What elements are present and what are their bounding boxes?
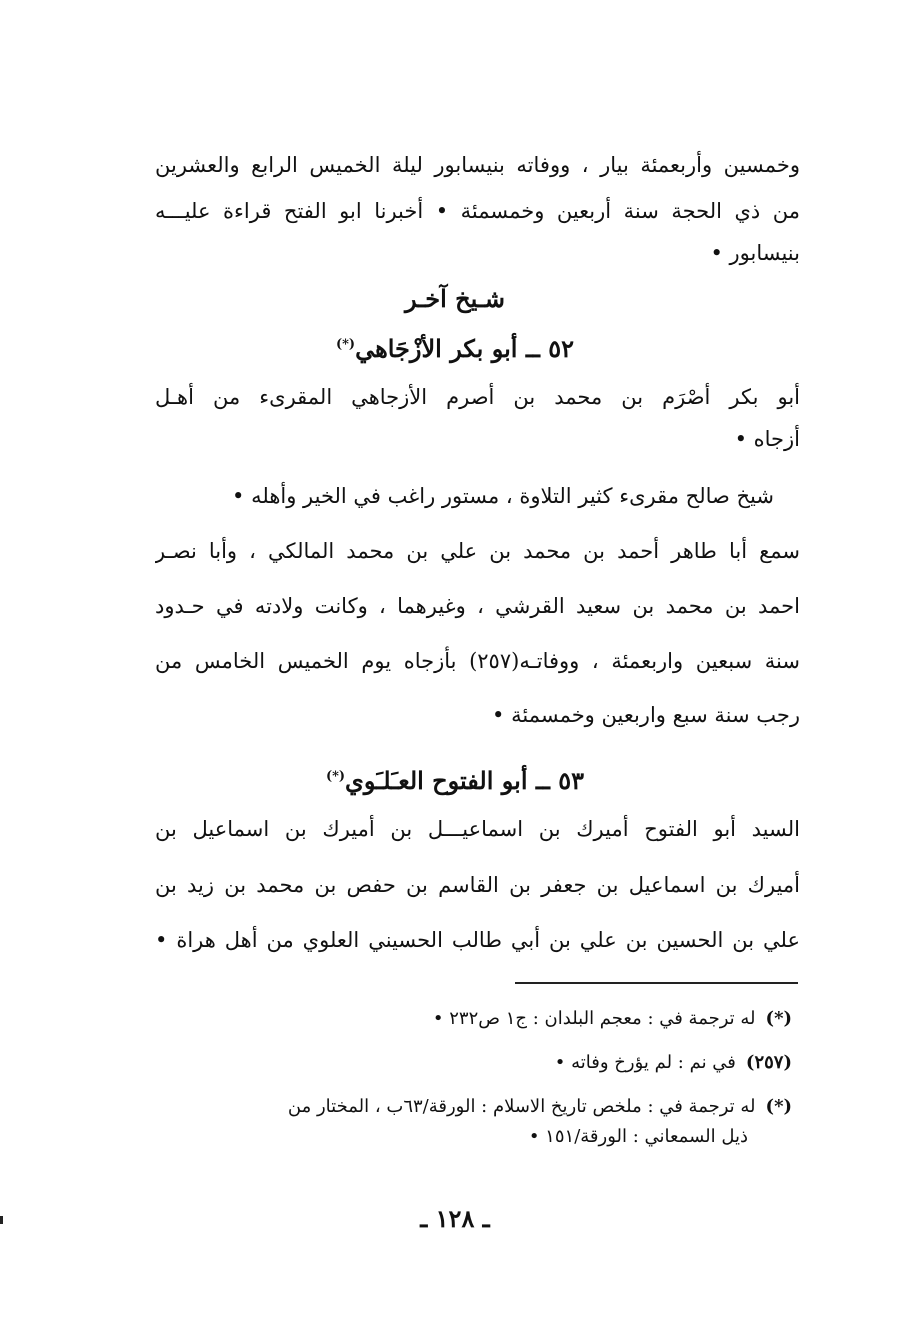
paragraph-line: أميرك بن اسماعيل بن جعفر بن القاسم بن حفص بن محمد بن زيد بن [155, 873, 800, 897]
footnote-reference: (*) [325, 769, 346, 784]
paragraph-line: سنة سبعين واربعمئة ، ووفاتـه(٢٥٧) بأزجاه يوم الخميس الخامس من [155, 649, 800, 673]
paragraph-line: سمع أبا طاهر أحمد بن محمد بن علي بن محمد المالكي ، وأبا نصـر [155, 539, 800, 563]
paragraph-line: من ذي الحجة سنة أربعين وخمسمئة • أخبرنا ابو الفتح قراءة عليـــه [155, 199, 800, 223]
paragraph-line: علي بن الحسين بن علي بن أبي طالب الحسيني العلوي من أهل هراة • [155, 928, 800, 952]
footnote-reference: (*) [335, 337, 356, 352]
footnote-marker: (*) [765, 1008, 792, 1029]
footnote-marker: (*) [765, 1096, 792, 1117]
paragraph-line: رجب سنة سبع واربعين وخمسمئة • [492, 703, 800, 727]
footnote-continuation [152, 1124, 792, 1150]
section-heading: شـيخ آخـر [404, 284, 505, 313]
footnote [152, 1006, 792, 1032]
page-number: ـ ١٢٨ ـ [420, 1204, 490, 1233]
entry-heading [0, 328, 910, 366]
footnote-marker: (٢٥٧) [745, 1052, 792, 1073]
footnote [152, 1050, 792, 1076]
paragraph-line: احمد بن محمد بن سعيد القرشي ، وغيرهما ، وكانت ولادته في حـدود [155, 594, 800, 618]
footnote-text: في نم : لم يؤرخ وفاته • [554, 1052, 736, 1073]
paragraph-line: أبو بكر أصْرَم بن محمد بن أصرم الأزجاهي المقرىء من أهـل [155, 385, 800, 409]
entry-heading-text: ٥٢ ــ أبو بكر الأزْجَاهي [355, 334, 575, 363]
footnote [152, 1094, 792, 1120]
footnote-text: له ترجمة في : معجم البلدان : ج١ ص٢٣٢ • [432, 1008, 756, 1029]
paragraph-line [155, 481, 800, 511]
paragraph-line: السيد أبو الفتوح أميرك بن اسماعيـــل بن أميرك بن اسماعيل بن [155, 817, 800, 841]
entry-heading-text: ٥٣ ــ أبو الفتوح العـَلـَوي [345, 766, 585, 795]
footnote-text: له ترجمة في : ملخص تاريخ الاسلام : الورقة/٦٣ب ، المختار من [287, 1096, 756, 1117]
scan-edge-mark [0, 1216, 3, 1224]
entry-heading [0, 760, 910, 798]
paragraph-line-text: شيخ صالح مقرىء كثير التلاوة ، مستور راغب في الخير وأهله • [232, 484, 774, 508]
paragraph-line: أزجاه • [734, 427, 800, 451]
paragraph-line: بنيسابور • [710, 241, 800, 265]
footnote-text: ذيل السمعاني : الورقة/١٥١ • [528, 1126, 748, 1147]
paragraph-line: وخمسين وأربعمئة بيار ، ووفاته بنيسابور ليلة الخميس الرابع والعشرين [155, 153, 800, 177]
footnote-divider [515, 982, 798, 984]
